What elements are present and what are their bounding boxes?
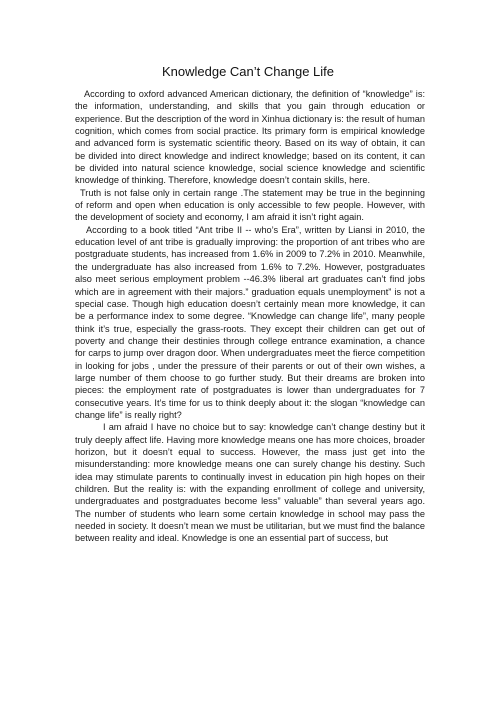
paragraph-definition: According to oxford advanced American dictionary, the definition of “knowledge” is: the information, understanding, and skills that you gain through education or experience. But the description of the word in Xinhua dictionary is: the result of human cognition, which comes from social practice. Its primary form is empirical knowledge and advanced form is systematic scientific theory. Based on its way of obtain, it can be divided into direct knowledge and indirect knowledge; based on its content, it can be divided into natural science knowledge, social science knowledge and scientific knowledge of thinking. Therefore, knowledge doesn’t contain skills, here. (75, 89, 425, 186)
document-body (75, 88, 425, 545)
paragraph-ant-tribe: According to a book titled “Ant tribe II -- who’s Era”, written by Liansi in 2010, the education level of ant tribe is gradually improving: the proportion of ant tribes who are postgraduate students, has increased from 1.6% in 2009 to 7.2% in 2010. Meanwhile, the undergraduate has also increased from 1.6% to 7.2%. However, postgraduates also meet serious employment problem --46.3% liberal art graduates can’t find jobs which are in agreement with their majors.” graduation equals unemployment” is not a special case. Though high education doesn’t certainly mean more knowledge, it can be a performance index to some degree. “Knowledge can change life”, many people think it’s true, especially the grass-roots. They except their children can get out of poverty and change their destinies through college entrance examination, a chance for carps to jump over dragon door. When undergraduates meet the fierce competition in looking for jobs , under the pressure of their parents or out of their own wishes, a large number of them choose to go further study. But their dreams are broken into pieces: the employment rate of postgraduates is lower than undergraduates for 7 consecutive years. It’s time for us to think deeply about it: the slogan “knowledge can change life” is really right? (75, 224, 425, 420)
document-title: Knowledge Can’t Change Life (161, 64, 334, 79)
paragraph-truth-range: Truth is not false only in certain range .The statement may be true in the beginning of reform and open when education is only accessible to few people. However, with the development of society and economy, I am afraid it isn’t right again. (75, 187, 425, 223)
paragraph-conclusion: I am afraid I have no choice but to say: knowledge can’t change destiny but it truly deeply affect life. Having more knowledge means one has more choices, broader horizon, but it doesn’t equal to success. However, the mass just get into the misunderstanding: more knowledge means one can surely change his destiny. Such idea may stimulate parents to continually invest in education pin high hopes on their children. But the reality is: with the expanding enrollment of college and university, undergraduates and postgraduates become less” valuable” than several years ago. The number of students who learn some certain knowledge in school may pass the needed in society. It doesn’t mean we must be utilitarian, but we must find the balance between reality and ideal. Knowledge is one an essential part of success, but (75, 422, 425, 544)
